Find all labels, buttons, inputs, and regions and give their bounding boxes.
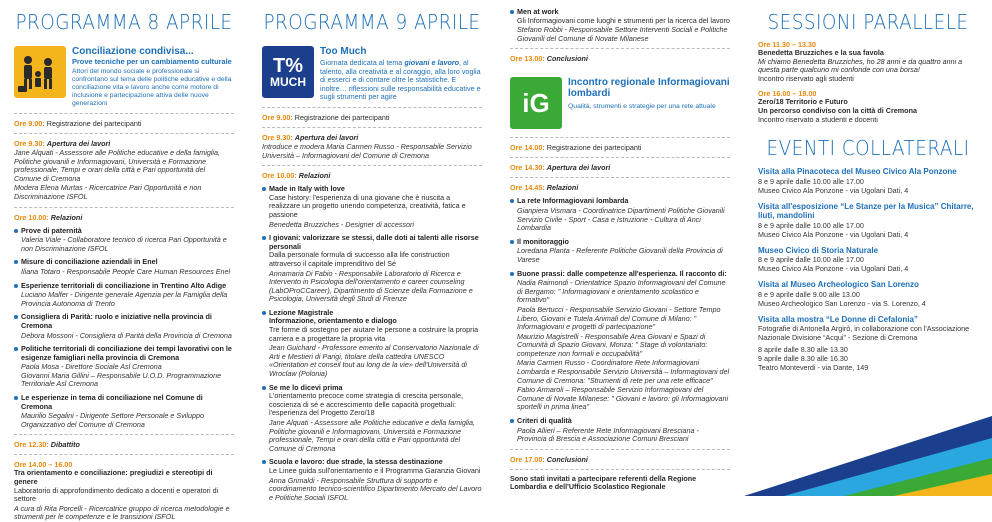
divider [510, 177, 730, 178]
talk-item [14, 313, 234, 340]
talk-text: Case history: l'esperienza di una giovane che è riuscita a realizzare un progetto unendo competenza, creatività, fatica e passione [269, 192, 466, 219]
session-title: Zero/18 Territorio e Futuro [758, 97, 848, 107]
speaker-names: Paola Bertucci - Responsabile Servizio Giovani - Settore Tempo Libero, Giovani e Tutela Animali del Comune di Milano: " Informagiovani e progetti di partecipazione" [517, 304, 721, 332]
talk-title: Prove di paternità [21, 225, 82, 235]
event-place: Museo Civico Ala Ponzone - via Ugolani Dati, 4 [758, 185, 909, 195]
divider [262, 127, 482, 128]
schedule-time: Ore 14.00: [510, 143, 545, 153]
talk-text: Dalla personale formula di successo alla life construction attraverso il capitale imprenditivo del Sé [269, 250, 450, 268]
schedule-item [262, 133, 482, 142]
talk-title: Men at work [517, 7, 559, 16]
schedule-time: Ore 14.30: [510, 163, 545, 173]
schedule-item [14, 213, 234, 222]
talk-item [262, 384, 482, 454]
speaker-names: Benedetta Bruzziches - Designer di accessori [269, 219, 415, 229]
schedule-time: Ore 14.00 – 16.00 [14, 460, 73, 470]
talk-title: Misure di conciliazione aziendali in Enel [21, 257, 158, 267]
schedule-text: Relazioni [298, 171, 331, 181]
schedule-text: Dibattito [50, 440, 80, 450]
session-subtitle: Un percorso condiviso con la città di Cremona [758, 105, 917, 115]
talk-item [510, 270, 730, 413]
schedule-text: Registrazione dei partecipanti [46, 119, 142, 128]
speaker-names: Anna Grimaldi - Responsabile Struttura di supporto e coordinamento tecnico-scientifico Dipartimento Mercato del Lavoro e Politiche Sociali ISFOL [269, 475, 482, 502]
schedule-item [14, 440, 234, 449]
event-place: Museo Civico Ala Ponzone - via Ugolani Dati, 4 [758, 229, 909, 239]
talk-text: Le Linee guida sull'orientamento e il Programma Garanzia Giovani [269, 465, 481, 475]
talk-item [510, 417, 730, 444]
divider [14, 454, 234, 455]
session-title: Benedetta Bruzziches e la sua favola [758, 48, 884, 57]
session-text: Mi chiamo Benedetta Bruzziches, ho 28 anni e da quattro anni a questa parte qualcuno mi confonde con una borsa! [758, 56, 963, 75]
speaker-names: Loredana Planta - Referente Politiche Giovanili della Provincia di Varese [517, 246, 723, 264]
schedule-item [262, 113, 482, 122]
speaker-names: Maurizio Magistrelli - Responsabile Area Giovani e Spazi di Comunità di Spazio Giovani, Monza: " Stage di volontariato: competenze non formali e occupabilità" [517, 331, 708, 358]
schedule-text: Relazioni [546, 183, 579, 193]
schedule-time: Ore 17.00: [510, 454, 545, 464]
talk-title: Il monitoraggio [517, 236, 569, 246]
page-title-9-april: PROGRAMMA 9 APRILE [263, 10, 481, 34]
schedule-time: Ore 12.30: [14, 440, 49, 450]
schedule-text: Conclusioni [546, 54, 588, 64]
speaker-names: Valeria Viale - Collaboratore tecnico di ricerca Pari Opportunità e non Discriminazione ISFOL [21, 235, 227, 253]
event-date: 8 e 9 aprile dalle 10.00 alle 17.00 [758, 176, 864, 186]
column-8-april [0, 0, 248, 522]
column-9-april [248, 0, 496, 502]
schedule-text: Apertura dei lavori [294, 132, 359, 142]
talk-title: I giovani: valorizzare se stessi, dalle doti ai talenti alle risorse personali [269, 233, 479, 251]
talk-subtitle: Informazione, orientamento e dialogo [269, 316, 397, 326]
divider [510, 48, 730, 49]
talk-title: Le esperienze in tema di conciliazione nel Comune di Cremona [21, 393, 203, 411]
speaker-names: Paola Allieri – Referente Rete Informagiovani Bresciana - Provincia di Brescia e Associazione Comuni Bresciani [517, 425, 699, 444]
talk-item [262, 458, 482, 502]
talk-item [510, 197, 730, 232]
footer-note: Sono stati invitati a partecipare referenti della Regione Lombardia e dell'Ufficio Scolastico Regionale [510, 473, 697, 492]
divider [262, 165, 482, 166]
schedule-text: Apertura dei lavori [46, 139, 111, 148]
intro-description: Qualità, strumenti e strategie per una rete attuale [568, 103, 716, 111]
schedule-item [510, 183, 730, 192]
event-date: 8 e 9 aprile dalle 9.00 alle 13.00 [758, 289, 860, 299]
event-place: Museo Archeologico San Lorenzo - via S. Lorenzo, 4 [758, 298, 926, 308]
speaker-names: Maria Carmen Russo - Coordinatore Rete Informagiovani Lombarda e Responsabile Servizio Università – Informagiovani del Comune di Cremona: "Strumenti di rete per una rete efficace" [517, 358, 730, 385]
event-date: 8 aprile dalle 8.30 alle 13.30 [758, 345, 848, 355]
talk-item [510, 238, 730, 265]
schedule-text: Registrazione dei partecipanti [546, 143, 642, 153]
schedule-text: Conclusioni [546, 454, 588, 464]
talk-item [262, 309, 482, 379]
schedule-time: Ore 9.30: [262, 132, 293, 142]
schedule-item [14, 139, 234, 148]
event-title: Visita al Museo Archeologico San Lorenzo [758, 280, 919, 290]
divider [14, 133, 234, 134]
intro-too-much [262, 46, 482, 102]
intro-heading: Incontro regionale Informagiovani lombardi [568, 77, 730, 100]
schedule-item [14, 119, 234, 128]
events-title: EVENTI COLLATERALI [766, 136, 970, 161]
event-title: Visita all'esposizione “Le Stanze per la Musica” Chitarre, liuti, mandolini [758, 201, 974, 221]
moderator-names: Modera Elena Murtas - Ricercatrice Pari Opportunità e non Discriminazione ISFOL [14, 183, 202, 201]
intro-conciliazione [14, 46, 234, 108]
schedule-time: Ore 9.00: [14, 119, 45, 128]
event-date: 8 e 9 aprile dalle 10.00 alle 17.00 [758, 220, 864, 230]
event-desc: Fotografie di Antonella Argirò, in collaborazione con l'Associazione Nazionale Divisione “Acqui” - Sezione di Cremona [758, 324, 970, 343]
event-date: 8 e 9 aprile dalle 10.00 alle 17.00 [758, 255, 864, 265]
divider [510, 137, 730, 138]
divider [262, 107, 482, 108]
schedule-text: Relazioni [50, 212, 83, 222]
schedule-text: Registrazione dei partecipanti [294, 112, 390, 122]
intro-informagiovani [510, 77, 730, 129]
family-icon [14, 46, 66, 98]
schedule-item [510, 163, 730, 172]
talk-item [262, 234, 482, 304]
page-title-8-april: PROGRAMMA 8 APRILE [15, 10, 233, 34]
logo-top-text: T% [273, 54, 303, 77]
schedule-time: Ore 9.30: [14, 139, 45, 148]
speaker-names: Stefano Robbi - Responsabile Settore Interventi Sociali e Politiche Giovanili del Comune di Novate Milanese [517, 25, 728, 43]
intro-description [320, 59, 482, 102]
schedule-time: Ore 10.00: [14, 212, 49, 222]
speaker-names: Annamaria Di Fabio - Responsabile Laboratorio di Ricerca e Intervento in Psicologia dell'orientamento e career counseling (LabOProCCareer), Dipartimento di Scienze della Formazione e Psicologia, Università degli Studi di Firenze [269, 268, 473, 304]
workshop-title: Tra orientamento e conciliazione: pregiudizi e stereotipi di genere [14, 468, 213, 487]
speaker-names: Introduce e modera Maria Carmen Russo - Responsabile Servizio Università – Informagiovani del Comune di Cremona [262, 141, 472, 160]
informagiovani-logo [510, 77, 562, 129]
schedule-time: Ore 9.00: [262, 112, 293, 122]
intro-subheading: Prove tecniche per un cambiamento culturale [72, 57, 232, 66]
intro-description: Attori del mondo sociale e professionale si confrontano sul tema delle politiche educative e della conciliazione vita e lavoro anche come motore di inclusione e partecipazione attiva delle nuove generazioni [72, 68, 232, 107]
column-regional-meeting [496, 0, 744, 496]
intro-desc-part: , al talento, alla creatività e al coraggio, alla loro voglia di esserci e di contare oltre le statistiche. E inoltre… riflessioni sulle responsabilità educative e sugli strumenti per agire [320, 58, 481, 102]
intro-desc-part: Giornata dedicata al tema [320, 58, 405, 67]
talk-title: Lezione Magistrale [269, 307, 334, 317]
schedule-time: Ore 10.00: [262, 171, 297, 181]
talk-text: L'orientamento precoce come strategia di crescita personale, coscienza di sé e accrescimento delle capacità progettuali: l'esperienza del Progetto Zero/18 [269, 391, 463, 418]
talk-item [262, 185, 482, 229]
decorative-swoosh [744, 376, 992, 496]
talk-title: Buone prassi: dalle competenze all'esperienza. Il racconto di: [517, 268, 727, 278]
speaker-names: Jean Guichard - Professore emerito al Conservatorio Nazionale di Arti e Mestieri di Parigi, titolare della cattedra UNESCO «Orientation et conseil tout au long de la vie» dell'Università di Wroclaw (Polonia) [269, 343, 479, 379]
schedule-time: Ore 14.45: [510, 183, 545, 193]
divider [510, 449, 730, 450]
event-title: Visita alla mostra “Le Donne di Cefalonia” [758, 314, 918, 324]
talk-title: Criteri di qualità [517, 416, 572, 426]
divider [14, 113, 234, 114]
event-date: 9 aprile dalle 8.30 alle 16.30 [758, 354, 848, 364]
talk-item [510, 8, 730, 43]
session-note: Incontro riservato agli studenti [758, 73, 854, 83]
schedule-item [262, 171, 482, 180]
workshop-text: Laboratorio di approfondimento dedicato a docenti e operatori di settore [14, 485, 219, 504]
schedule-time: Ore 13.00: [510, 54, 545, 64]
talk-title: Consigliera di Parità: ruolo e iniziative nella provincia di Cremona [21, 312, 212, 330]
intro-heading: Too Much [320, 46, 367, 57]
talk-title: Esperienze territoriali di conciliazione in Trentino Alto Adige [21, 280, 227, 290]
logo-text: iG [522, 87, 550, 118]
speaker-names: Jane Alquati - Assessore alle Politiche educative e della famiglia, Politiche giovanili e Informagiovani, Università e Formazione professionale, Tempi e orari della città e Pari opportunità del Comune di Cremona [269, 418, 476, 453]
talk-text: Gli Informagiovani come luoghi e strumenti per la ricerca del lavoro [517, 15, 730, 25]
talk-title: Made in Italy with love [269, 184, 345, 194]
speaker-names: Luciano Malfer - Dirigente generale Agenzia per la Famiglia della Provincia Autonoma di Trento [21, 290, 228, 308]
talk-title: Politiche territoriali di conciliazione dei tempi lavorativi con le esigenze famigliari nella provincia di Cremona [21, 344, 232, 362]
event-title: Visita alla Pinacoteca del Museo Civico Ala Ponzone [758, 167, 957, 177]
speaker-names: Jane Alquati - Assessore alle Politiche educative e della famiglia, Politiche giovanili e Informagiovani, Università e Formazione professionale, Tempi e orari della città e Pari opportunità del Comune di Cremona [14, 148, 221, 183]
too-much-logo [262, 46, 314, 98]
speaker-names: Paola Mosa - Direttore Sociale Asl Cremona Giovanni Maria Gillini – Responsabile U.O.D. Programmazione Territoriale Asl Cremona [21, 362, 222, 389]
event-title: Museo Civico di Storia Naturale [758, 245, 879, 255]
speaker-names: Nadia Raimondi - Orientatrice Spazio Informagiovani del Comune di Bergamo: " Informagiovani e orientamento scolastico e formativo" [517, 278, 726, 305]
schedule-text: Apertura dei lavori [546, 163, 611, 173]
speaker-names: Fabio Armaroli – Responsabile Servizio Informagiovani del Comune di Novate Milanese: " Giovani e lavoro: gli Informagiovani sportelli in prima linea" [517, 385, 729, 412]
logo-bottom-text: MUCH [270, 74, 306, 89]
speaker-names: Debora Mossoni - Consigliera di Parità della Provincia di Cremona [21, 330, 232, 340]
speaker-names: Iliana Totaro - Responsabile People Care Human Resources Enel [21, 266, 231, 276]
talk-title: Scuola e lavoro: due strade, la stessa destinazione [269, 457, 443, 467]
talk-title: La rete Informagiovani lombarda [517, 196, 629, 206]
divider [510, 469, 730, 470]
talk-item [14, 258, 234, 276]
event-place: Teatro Monteverdi - via Dante, 149 [758, 363, 869, 373]
talk-item [14, 394, 234, 429]
intro-desc-emphasis: giovani e lavoro [404, 58, 460, 67]
workshop-names: A cura di Rita Porcelli - Ricercatrice gruppo di ricerca metodologie e strumenti per le competenze e le transizioni ISFOL [14, 503, 230, 522]
sessions-title: SESSIONI PARALLELE [767, 10, 969, 34]
intro-heading: Conciliazione condivisa... [72, 46, 194, 57]
schedule-item [510, 54, 730, 63]
session-time: Ore 11.30 – 13.30 [758, 40, 816, 49]
speaker-names: Gianpiera Vismara - Coordinatrice Dipartimenti Politiche Giovanili Servizio Civile - Sport - Casa e Istruzione - Cultura di Anci Lombardia [517, 205, 725, 233]
divider [510, 157, 730, 158]
divider [14, 207, 234, 208]
talk-text: Tre forme di sostegno per aiutare le persone a costruire la propria carriera e a progettare la propria vita [269, 325, 479, 343]
column-sessions-events [744, 0, 992, 496]
divider [14, 434, 234, 435]
schedule-item [510, 143, 730, 152]
talk-item [14, 282, 234, 309]
schedule-item [510, 455, 730, 464]
talk-title: Se me lo dicevi prima [269, 382, 343, 392]
talk-item [14, 345, 234, 389]
talk-item [14, 227, 234, 254]
session-note: Incontro riservato a studenti e docenti [758, 114, 878, 124]
event-place: Museo Civico Ala Ponzone - via Ugolani Dati, 4 [758, 264, 909, 274]
session-time: Ore 16.00 – 18.00 [758, 89, 817, 99]
speaker-names: Maurilio Segalini - Dirigente Settore Personale e Sviluppo Organizzativo del Comune di Cremona [21, 411, 204, 429]
